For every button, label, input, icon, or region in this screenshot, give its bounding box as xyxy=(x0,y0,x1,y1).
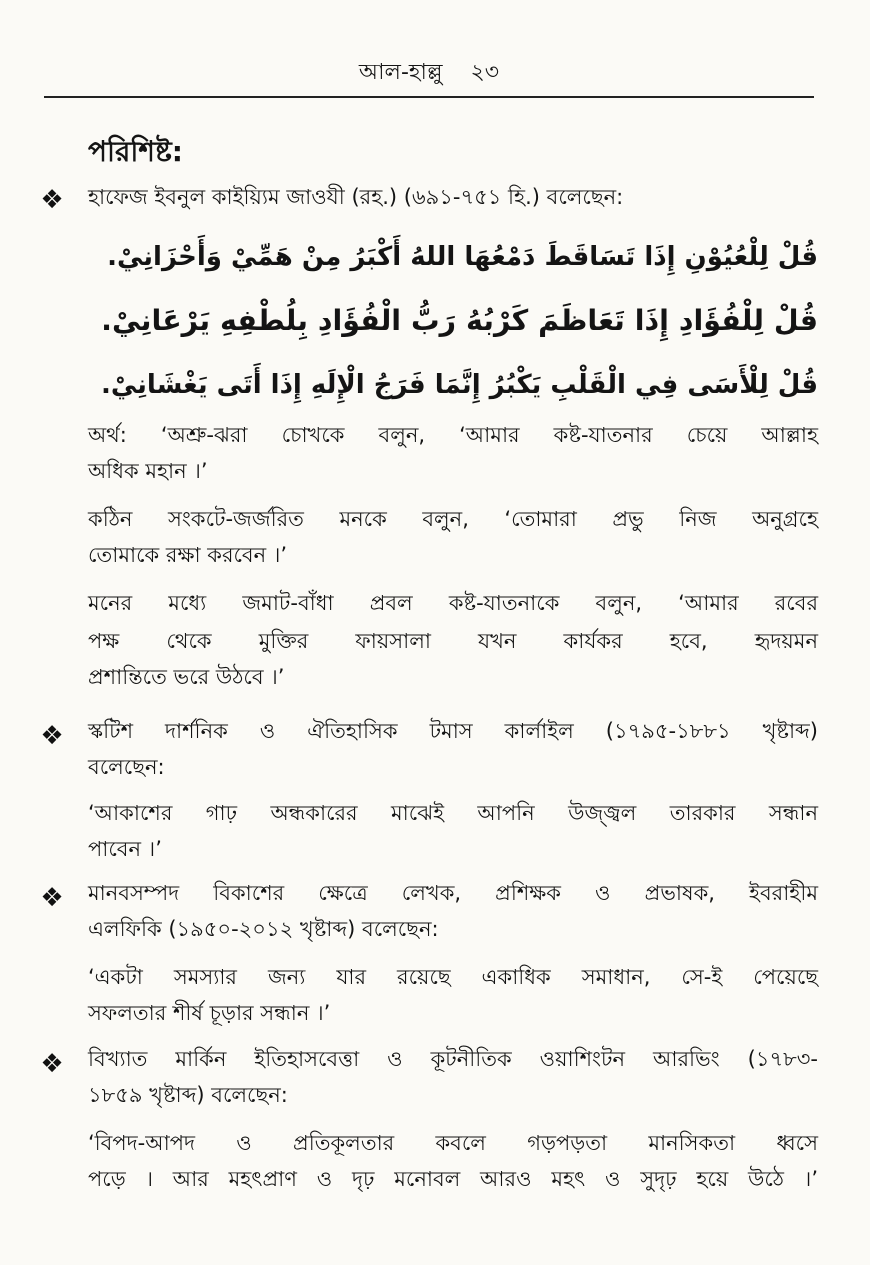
quote-text: ‘একটা সমস্যার জন্য যার রয়েছে একাধিক সমাধান, সে-ই পেয়েছে xyxy=(88,965,818,989)
running-header xyxy=(44,58,814,88)
quote-text: পাবেন ।’ xyxy=(88,837,162,861)
header-rule xyxy=(44,96,814,98)
translation-line: প্রশান্তিতে ভরে উঠবে ।’ xyxy=(88,665,285,689)
quote-attribution: বলেছেন: xyxy=(88,755,165,779)
quote-text: ‘আকাশের গাঢ় অন্ধকারের মাঝেই আপনি উজ্জ্বল তারকার সন্ধান xyxy=(88,801,818,825)
translation-line: পক্ষ থেকে মুক্তির ফায়সালা যখন কার্যকর হবে, হৃদয়মন xyxy=(88,629,818,653)
arabic-verse-line: قُلْ لِلْفُؤَادِ إِذَا تَعَاظَمَ كَرْبُهُ رَبُّ الْفُؤَادِ بِلُطْفِهِ يَرْعَانِيْ. xyxy=(101,304,818,337)
page-number: ২৩ xyxy=(470,60,500,85)
quote-attribution: ১৮৫৯ খৃষ্টাব্দ) বলেছেন: xyxy=(88,1083,288,1107)
arabic-verse-line: قُلْ لِلْعُيُوْنِ إِذَا تَسَاقَطَ دَمْعُهَا اللهُ أَكْبَرُ مِنْ هَمِّيْ وَأَحْزَانِيْ. xyxy=(107,242,818,272)
quote-attribution: মানবসম্পদ বিকাশের ক্ষেত্রে লেখক, প্রশিক্ষক ও প্রভাষক, ইবরাহীম xyxy=(88,881,818,905)
quote-attribution: হাফেজ ইবনুল কাইয়্যিম জাওযী (রহ.) (৬৯১-৭৫১ হি.) বলেছেন: xyxy=(88,185,624,209)
diamond-bullet-icon: ❖ xyxy=(40,883,64,913)
diamond-bullet-icon: ❖ xyxy=(40,721,64,751)
translation-line: তোমাকে রক্ষা করবেন ।’ xyxy=(88,543,288,567)
translation-line: অধিক মহান ।’ xyxy=(88,459,208,483)
diamond-bullet-icon: ❖ xyxy=(40,185,64,215)
header-title: আল-হাল্লু xyxy=(358,60,443,85)
section-title: পরিশিষ্ট: xyxy=(88,135,183,168)
translation-line: কঠিন সংকটে-জর্জরিত মনকে বলুন, ‘তোমারা প্রভু নিজ অনুগ্রহে xyxy=(88,507,818,531)
arabic-verse-line: قُلْ لِلْأَسَى فِي الْقَلْبِ يَكْبُرُ إِنَّمَا فَرَجُ الْإِلَهِ إِذَا أَتَى يَغْشَانِيْ. xyxy=(100,370,818,400)
quote-text: সফলতার শীর্ষ চূড়ার সন্ধান ।’ xyxy=(88,1001,331,1025)
quote-attribution: স্কটিশ দার্শনিক ও ঐতিহাসিক টমাস কার্লাইল (১৭৯৫-১৮৮১ খৃষ্টাব্দ) xyxy=(88,719,818,743)
diamond-bullet-icon: ❖ xyxy=(40,1049,64,1079)
quote-attribution: বিখ্যাত মার্কিন ইতিহাসবেত্তা ও কূটনীতিক ওয়াশিংটন আরভিং (১৭৮৩- xyxy=(88,1047,818,1071)
quote-attribution: এলফিকি (১৯৫০-২০১২ খৃষ্টাব্দ) বলেছেন: xyxy=(88,917,439,941)
translation-line: অর্থ: ‘অশ্রু-ঝরা চোখকে বলুন, ‘আমার কষ্ট-যাতনার চেয়ে আল্লাহ xyxy=(88,423,818,447)
translation-line: মনের মধ্যে জমাট-বাঁধা প্রবল কষ্ট-যাতনাকে বলুন, ‘আমার রবের xyxy=(88,591,818,615)
quote-text: ‘বিপদ-আপদ ও প্রতিকূলতার কবলে গড়পড়তা মানসিকতা ধ্বসে xyxy=(88,1131,818,1155)
quote-text: পড়ে । আর মহৎপ্রাণ ও দৃঢ় মনোবল আরও মহৎ ও সুদৃঢ় হয়ে উঠে ।’ xyxy=(88,1167,818,1191)
